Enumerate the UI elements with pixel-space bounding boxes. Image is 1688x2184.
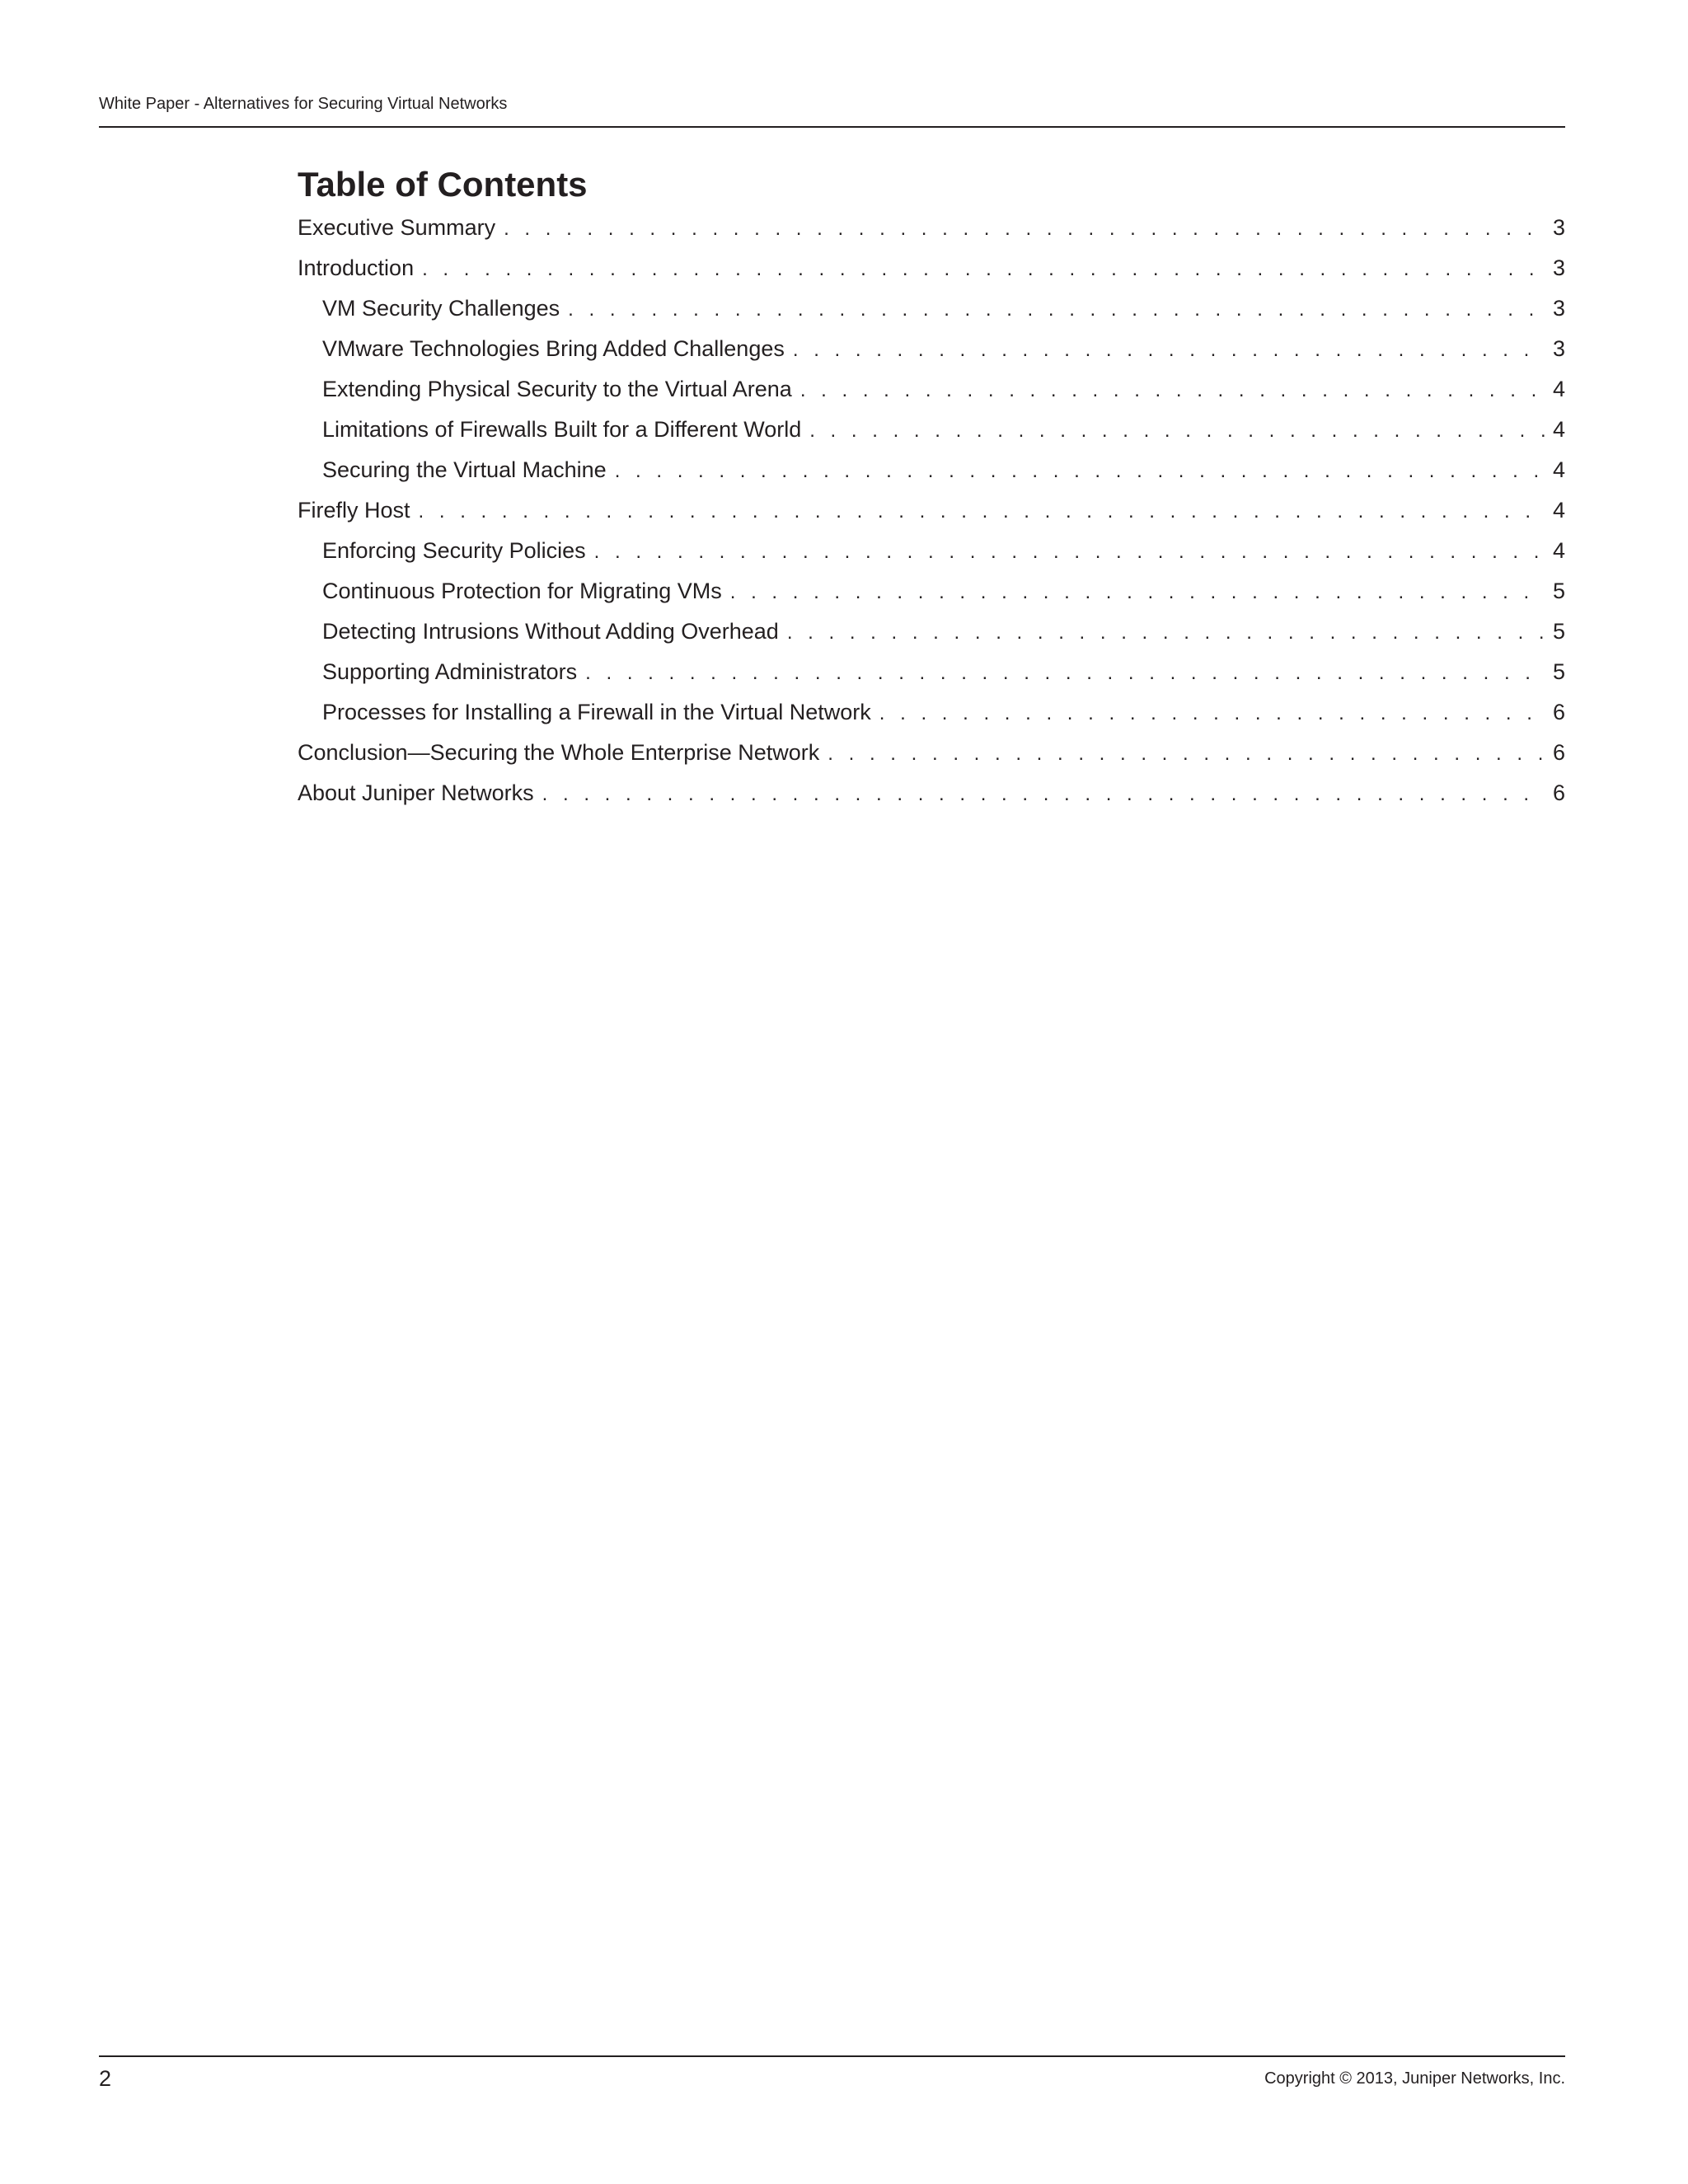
toc-title: Table of Contents [298,165,588,204]
table-of-contents [298,162,1565,813]
toc-entry-label: Securing the Virtual Machine [322,450,615,490]
toc-entry-page: 6 [1545,692,1565,733]
toc-entry-page: 3 [1545,208,1565,248]
toc-entry-page: 4 [1545,450,1565,490]
toc-entry-label: Firefly Host [298,490,419,531]
toc-leader-dots [585,653,1545,692]
toc-entry-page: 3 [1545,329,1565,369]
toc-entry-label: Processes for Installing a Firewall in the Virtual Network [322,692,879,733]
toc-entry-page: 6 [1545,733,1565,773]
running-header: White Paper - Alternatives for Securing Virtual Networks [99,95,508,113]
toc-entry-page: 4 [1545,490,1565,531]
toc-entry-page: 4 [1545,531,1565,571]
toc-entry-securing-the-vm[interactable] [298,450,1565,490]
toc-entry-label: VMware Technologies Bring Added Challenges [322,329,793,369]
toc-entry-page: 3 [1545,248,1565,288]
toc-entry-label: Executive Summary [298,208,504,248]
toc-entry-continuous-protection[interactable] [298,571,1565,612]
toc-leader-dots [594,532,1545,571]
toc-leader-dots [787,612,1545,652]
toc-entry-processes-for-installing[interactable] [298,692,1565,733]
toc-entry-page: 5 [1545,612,1565,652]
header-divider [99,126,1565,128]
toc-leader-dots [879,693,1545,733]
toc-entry-introduction[interactable] [298,248,1565,288]
toc-entry-page: 6 [1545,773,1565,813]
toc-entry-vmware-technologies[interactable] [298,329,1565,369]
toc-leader-dots [793,330,1545,369]
toc-leader-dots [809,410,1545,450]
toc-entry-detecting-intrusions[interactable] [298,612,1565,652]
footer-divider [99,2055,1565,2057]
copyright-notice: Copyright © 2013, Juniper Networks, Inc. [1264,2069,1565,2088]
toc-entry-label: Detecting Intrusions Without Adding Overhead [322,612,787,652]
toc-leader-dots [800,370,1545,410]
toc-entry-label: Extending Physical Security to the Virtual Arena [322,369,800,410]
toc-entry-label: Introduction [298,248,422,288]
toc-entry-page: 5 [1545,571,1565,612]
toc-leader-dots [730,572,1545,612]
toc-entry-label: Supporting Administrators [322,652,585,692]
toc-entry-label: Conclusion—Securing the Whole Enterprise Network [298,733,828,773]
toc-entry-limitations-of-firewalls[interactable] [298,410,1565,450]
toc-leader-dots [419,491,1545,531]
toc-leader-dots [504,209,1545,248]
toc-entry-page: 4 [1545,410,1565,450]
toc-entry-extending-physical-security[interactable] [298,369,1565,410]
toc-leader-dots [568,289,1545,329]
toc-leader-dots [422,249,1545,288]
toc-entry-firefly-host[interactable] [298,490,1565,531]
toc-entry-label: Limitations of Firewalls Built for a Different World [322,410,809,450]
toc-entry-label: Enforcing Security Policies [322,531,594,571]
toc-entry-label: Continuous Protection for Migrating VMs [322,571,730,612]
toc-entry-enforcing-security-policies[interactable] [298,531,1565,571]
toc-entry-page: 4 [1545,369,1565,410]
toc-entry-conclusion[interactable] [298,733,1565,773]
toc-entry-executive-summary[interactable] [298,208,1565,248]
toc-entry-label: VM Security Challenges [322,288,568,329]
toc-leader-dots [828,733,1545,773]
toc-entry-page: 5 [1545,652,1565,692]
page-number: 2 [99,2066,112,2091]
toc-entry-label: About Juniper Networks [298,773,542,813]
toc-leader-dots [542,774,1545,813]
toc-entry-about-juniper[interactable] [298,773,1565,813]
toc-entry-page: 3 [1545,288,1565,329]
toc-entry-vm-security-challenges[interactable] [298,288,1565,329]
toc-leader-dots [615,451,1545,490]
toc-entry-supporting-administrators[interactable] [298,652,1565,692]
toc-list [298,208,1565,813]
